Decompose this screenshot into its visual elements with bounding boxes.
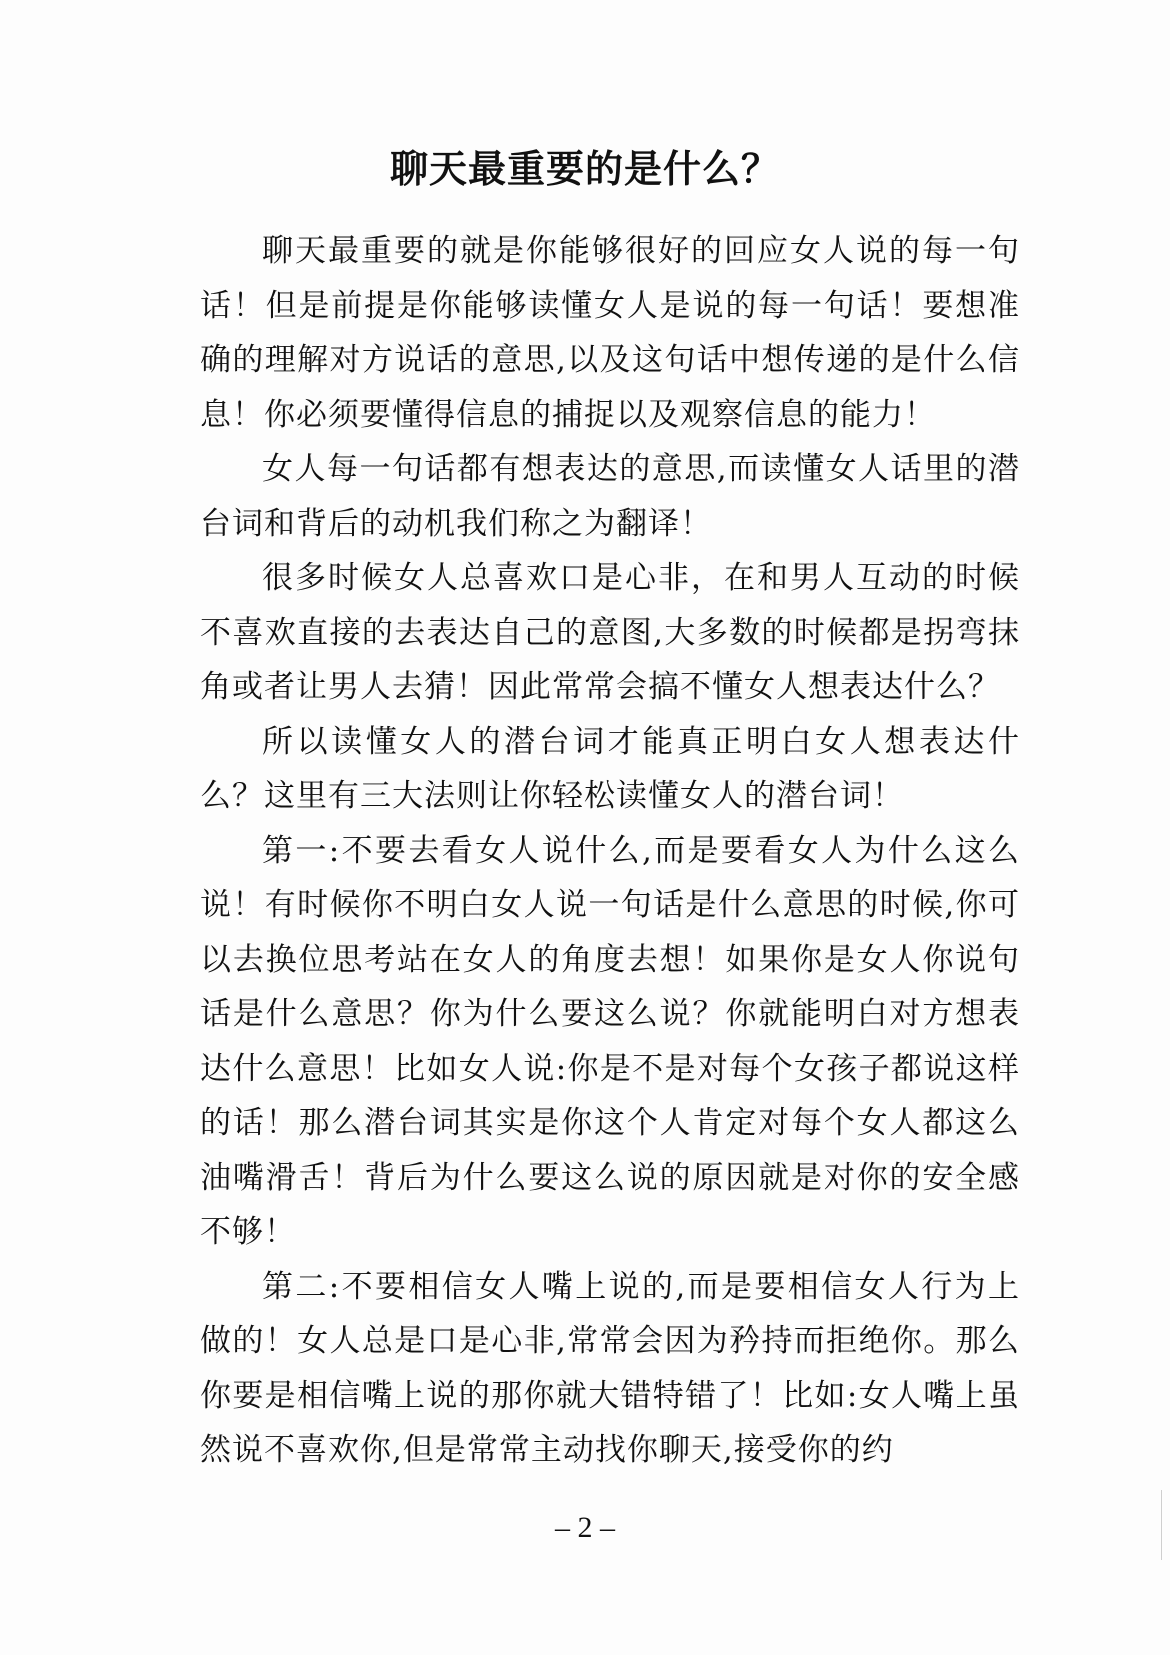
scan-edge-line — [1161, 1490, 1162, 1560]
page-number: – 2 – — [555, 1511, 615, 1544]
paragraph: 聊天最重要的就是你能够很好的回应女人说的每一句话！但是前提是你能够读懂女人是说的每一句话！要想准确的理解对方说话的意思,以及这句话中想传递的是什么信息！你必须要懂得信息的捕捉以及观察信息的能力！ — [200, 233, 1020, 433]
paragraph: 第一:不要去看女人说什么,而是要看女人为什么这么说！有时候你不明白女人说一句话是什么意思的时候,你可以去换位思考站在女人的角度去想！如果你是女人你说句话是什么意思？你为什么要这么说？你就能明白对方想表达什么意思！比如女人说:你是不是对每个女孩子都说这样的话！那么潜台词其实是你这个人肯定对每个女人都这么油嘴滑舌！背后为什么要这么说的原因就是对你的安全感不够！ — [200, 832, 1020, 1250]
body-text — [200, 224, 1020, 1478]
page-title: 聊天最重要的是什么？ — [389, 147, 780, 191]
paragraph: 所以读懂女人的潜台词才能真正明白女人想表达什么？这里有三大法则让你轻松读懂女人的潜台词！ — [200, 723, 1020, 814]
paragraph: 第二:不要相信女人嘴上说的,而是要相信女人行为上做的！女人总是口是心非,常常会因为矜持而拒绝你。那么你要是相信嘴上说的那你就大错特错了！比如:女人嘴上虽然说不喜欢你,但是常常主动找你聊天,接受你的约 — [200, 1268, 1020, 1468]
paragraph: 很多时候女人总喜欢口是心非，在和男人互动的时候不喜欢直接的去表达自己的意图,大多数的时候都是拐弯抹角或者让男人去猜！因此常常会搞不懂女人想表达什么？ — [200, 560, 1020, 705]
paragraph: 女人每一句话都有想表达的意思,而读懂女人话里的潜台词和背后的动机我们称之为翻译！ — [200, 451, 1020, 542]
